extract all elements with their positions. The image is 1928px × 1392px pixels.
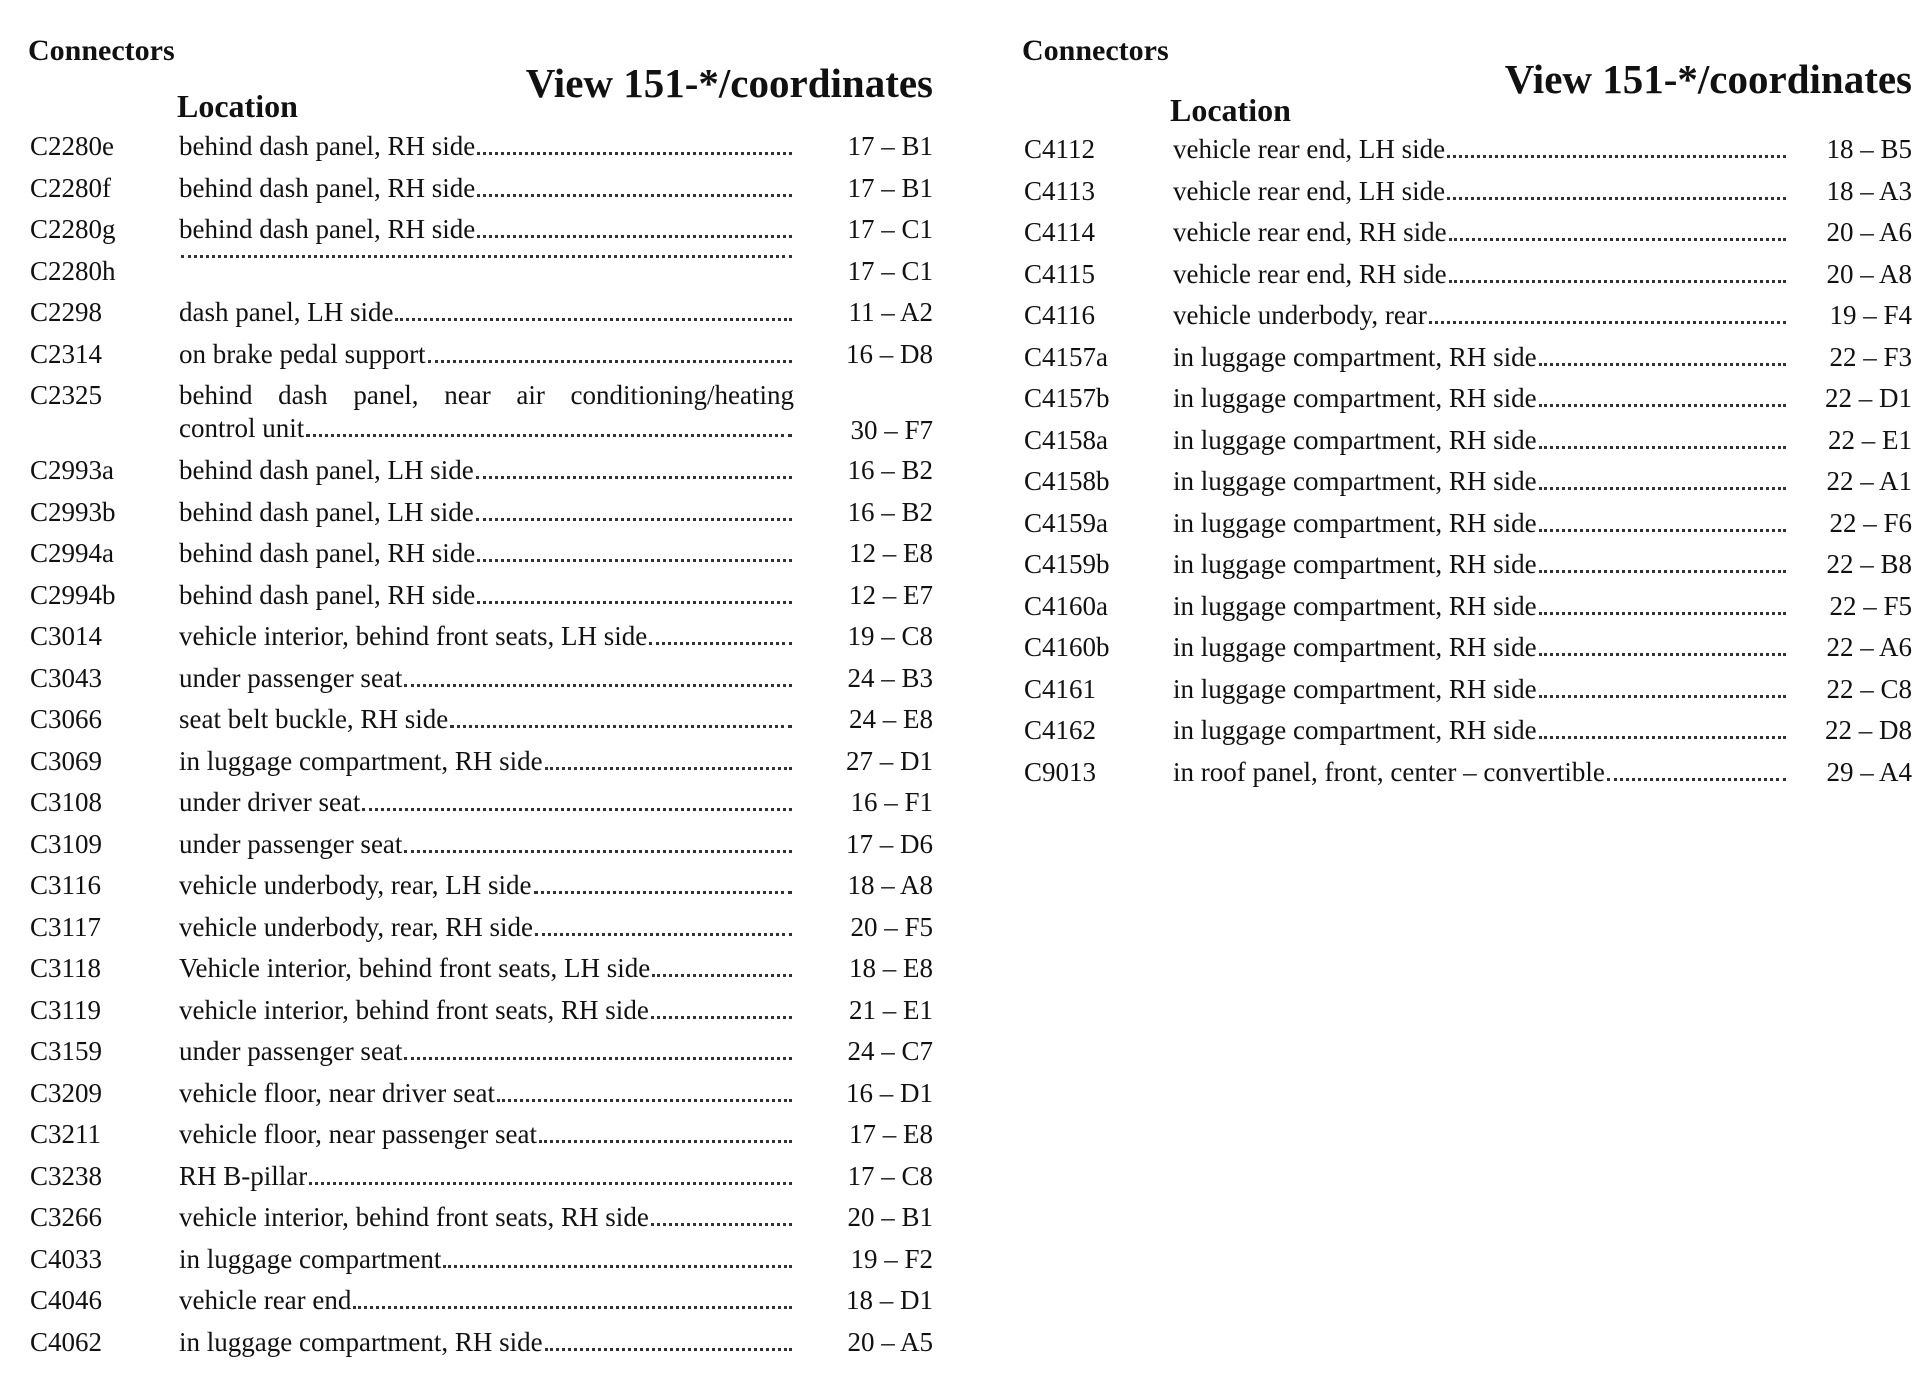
connector-location-line: control unit — [179, 413, 305, 443]
view-coordinates: 19 – F2 — [850, 1243, 933, 1274]
connector-location — [1173, 756, 1788, 789]
dot-leader — [545, 1348, 792, 1351]
connector-location-text: in luggage compartment, RH side — [1173, 383, 1537, 413]
table-row — [28, 1077, 933, 1119]
view-coordinates: 22 – D8 — [1825, 715, 1912, 745]
view-coordinates: 20 – B1 — [847, 1202, 933, 1232]
connector-location — [179, 1284, 794, 1317]
view-coordinates: 17 – B1 — [847, 172, 933, 203]
connector-location-text: vehicle underbody, rear — [1173, 300, 1427, 330]
view-coordinates: 24 – E8 — [849, 704, 933, 734]
connector-code: C4046 — [30, 1285, 103, 1315]
view-coordinates: 29 – A4 — [1826, 756, 1912, 787]
connector-code: C4062 — [30, 1326, 103, 1357]
connector-location-text: vehicle interior, behind front seats, LH side — [179, 621, 648, 651]
connector-location-text: behind dash panel, RH side — [179, 131, 476, 161]
connector-location — [1173, 341, 1788, 374]
view-coordinates: 22 – E1 — [1828, 424, 1912, 455]
connector-location-text: vehicle rear end, RH side — [1173, 217, 1447, 247]
table-row — [1022, 382, 1912, 424]
connector-location-text: vehicle floor, near driver seat — [179, 1077, 496, 1108]
dot-leader — [404, 684, 792, 687]
connector-location — [179, 172, 794, 205]
connector-code: C3119 — [30, 994, 102, 1025]
view-coordinates: 27 – D1 — [846, 745, 933, 776]
connector-code: C4115 — [1024, 258, 1096, 289]
dot-leader — [477, 152, 792, 155]
connector-code: C3116 — [30, 870, 102, 900]
view-coordinates-heading: View 151-*/coordinates — [525, 60, 933, 106]
table-row — [28, 296, 933, 338]
view-coordinates: 18 – A3 — [1826, 175, 1912, 206]
connector-location — [179, 952, 794, 985]
connector-location — [179, 745, 794, 778]
connector-code: C3117 — [30, 911, 102, 942]
connector-code: C2994b — [30, 579, 116, 610]
connector-location — [1173, 424, 1788, 457]
dot-leader — [497, 1099, 792, 1102]
connector-code: C3066 — [30, 704, 103, 734]
table-row — [1022, 216, 1912, 258]
connector-location — [179, 1326, 794, 1359]
table-row — [1022, 548, 1912, 590]
connector-location-text: vehicle interior, behind front seats, RH side — [179, 994, 649, 1025]
dot-leader — [1539, 695, 1786, 698]
connector-location — [179, 869, 794, 902]
dot-leader — [1449, 280, 1786, 283]
view-coordinates: 16 – F1 — [850, 787, 933, 817]
connector-code: C4161 — [1024, 673, 1097, 704]
dot-leader — [1447, 155, 1786, 158]
connector-code: C4159b — [1024, 549, 1110, 579]
connector-location — [179, 213, 794, 246]
connector-location-text: vehicle interior, behind front seats, RH side — [179, 1202, 649, 1232]
view-coordinates: 11 – A2 — [848, 297, 933, 327]
dot-leader — [1539, 529, 1786, 532]
connector-location — [179, 496, 794, 529]
table-row — [28, 172, 933, 214]
connector-code: C4160a — [1024, 590, 1108, 621]
connector-location — [179, 255, 794, 265]
connector-code: C3238 — [30, 1160, 103, 1191]
dot-leader — [1539, 653, 1786, 656]
connector-location — [179, 703, 794, 736]
connectors-title: Connectors — [28, 34, 175, 67]
view-coordinates: 16 – D1 — [846, 1077, 933, 1108]
table-row — [28, 620, 933, 662]
connector-location-text: seat belt buckle, RH side — [179, 704, 449, 734]
connector-location — [1173, 258, 1788, 291]
connector-code: C4160b — [1024, 632, 1110, 662]
table-row — [1022, 714, 1912, 756]
view-coordinates: 20 – F5 — [850, 911, 933, 942]
connector-location-text: behind dash panel, RH side — [179, 579, 476, 610]
table-row — [28, 1201, 933, 1243]
view-coordinates: 16 – B2 — [847, 496, 933, 527]
connector-location-text: vehicle rear end, LH side — [1173, 134, 1446, 164]
table-row — [1022, 631, 1912, 673]
connector-code: C4112 — [1024, 134, 1096, 164]
table-row — [28, 496, 933, 538]
table-row — [28, 703, 933, 745]
table-row — [28, 579, 933, 621]
view-coordinates: 18 – E8 — [849, 953, 933, 983]
connector-location-text: Vehicle interior, behind front seats, LH side — [179, 953, 651, 983]
connector-location-text: under passenger seat — [179, 1036, 403, 1066]
connector-location — [179, 130, 794, 163]
connector-code: C2993a — [30, 455, 114, 485]
dot-leader — [309, 1182, 792, 1185]
connector-code: C4158b — [1024, 466, 1110, 496]
view-coordinates: 17 – D6 — [846, 828, 933, 859]
view-coordinates: 12 – E8 — [849, 538, 933, 568]
dot-leader — [1449, 238, 1786, 241]
connector-location-text: in luggage compartment, RH side — [179, 1326, 543, 1357]
connector-location — [179, 828, 794, 861]
table-row — [1022, 465, 1912, 507]
view-coordinates: 20 – A5 — [847, 1326, 933, 1357]
dot-leader — [545, 767, 792, 770]
table-row — [28, 828, 933, 870]
view-coordinates: 17 – C1 — [847, 214, 933, 244]
location-heading: Location — [1170, 92, 1291, 128]
connector-location — [1173, 382, 1788, 415]
table-row — [1022, 424, 1912, 466]
dot-leader — [649, 642, 792, 645]
connector-code: C9013 — [1024, 756, 1097, 787]
connector-location-text: in luggage compartment, RH side — [1173, 715, 1537, 745]
dot-leader — [404, 850, 792, 853]
table-row — [1022, 175, 1912, 217]
view-coordinates: 21 – E1 — [849, 994, 933, 1025]
dot-leader — [1447, 197, 1786, 200]
table-row — [28, 1243, 933, 1285]
connector-location-text: in luggage compartment, RH side — [1173, 424, 1537, 455]
connector-location — [179, 454, 794, 487]
view-coordinates: 22 – B8 — [1826, 549, 1912, 579]
location-heading: Location — [177, 88, 298, 124]
connector-code: C3014 — [30, 621, 103, 651]
connector-location-text: behind dash panel, LH side — [179, 455, 474, 485]
view-coordinates: 16 – B2 — [847, 455, 933, 485]
dot-leader — [476, 518, 792, 521]
dot-leader — [1539, 736, 1786, 739]
connector-rows — [1022, 133, 1912, 797]
dot-leader — [395, 318, 792, 321]
connector-location — [1173, 507, 1788, 540]
connector-location — [1173, 175, 1788, 208]
dot-leader — [353, 1306, 792, 1309]
connector-location — [1173, 590, 1788, 623]
dot-leader — [1429, 321, 1786, 324]
connector-location-text: under passenger seat — [179, 662, 403, 693]
connector-location — [1173, 216, 1788, 249]
table-row — [28, 130, 933, 172]
view-coordinates: 20 – A6 — [1826, 217, 1912, 247]
table-row — [28, 379, 933, 454]
table-row — [1022, 756, 1912, 798]
connector-code: C2280g — [30, 214, 116, 244]
connector-location-text: in roof panel, front, center – convertible — [1173, 756, 1605, 787]
dot-leader — [1539, 612, 1786, 615]
connector-location-text: vehicle underbody, rear, LH side — [179, 870, 532, 900]
table-row — [28, 537, 933, 579]
table-row — [28, 869, 933, 911]
dot-leader — [1539, 404, 1786, 407]
connector-location — [179, 537, 794, 570]
table-row — [28, 994, 933, 1036]
dot-leader — [443, 1265, 792, 1268]
connector-code: C3159 — [30, 1036, 103, 1066]
connector-location — [179, 1077, 794, 1110]
connector-location — [1173, 714, 1788, 747]
connector-code: C3108 — [30, 787, 103, 817]
connector-location-text: on brake pedal support — [179, 338, 426, 369]
connectors-title: Connectors — [1022, 34, 1169, 67]
connector-location — [179, 379, 794, 445]
table-row — [28, 1326, 933, 1368]
connector-location — [179, 1160, 794, 1193]
table-row — [28, 213, 933, 255]
dot-leader — [1607, 778, 1786, 781]
dot-leader — [476, 476, 792, 479]
connector-code: C2298 — [30, 297, 103, 327]
view-coordinates: 19 – F4 — [1829, 300, 1912, 330]
table-row — [28, 338, 933, 380]
connector-code: C2280e — [30, 131, 114, 161]
view-coordinates: 12 – E7 — [849, 579, 933, 610]
connector-location-text: behind dash panel, RH side — [179, 172, 476, 203]
view-coordinates: 18 – B5 — [1826, 134, 1912, 164]
view-coordinates: 22 – F5 — [1829, 590, 1912, 621]
table-row — [1022, 258, 1912, 300]
table-row — [1022, 341, 1912, 383]
connector-code: C4113 — [1024, 175, 1096, 206]
table-row — [1022, 673, 1912, 715]
connector-location-text: in luggage compartment, RH side — [1173, 673, 1537, 704]
connector-location — [179, 579, 794, 612]
connector-location — [179, 786, 794, 819]
connector-location — [179, 620, 794, 653]
connector-location-text: in luggage compartment, RH side — [1173, 507, 1537, 538]
connector-location-text: RH B-pillar — [179, 1160, 308, 1191]
dot-leader — [1539, 446, 1786, 449]
connector-code: C2314 — [30, 338, 103, 369]
connector-location-text: under passenger seat — [179, 828, 403, 859]
view-coordinates: 22 – A6 — [1826, 632, 1912, 662]
connector-code: C4033 — [30, 1243, 103, 1274]
dot-leader — [450, 725, 792, 728]
table-row — [28, 952, 933, 994]
table-row — [28, 1284, 933, 1326]
table-row — [1022, 133, 1912, 175]
connector-location — [179, 1118, 794, 1151]
connector-location-text: vehicle floor, near passenger seat — [179, 1119, 538, 1149]
connector-code: C2994a — [30, 538, 114, 568]
connector-code: C4158a — [1024, 424, 1108, 455]
connector-location — [179, 338, 794, 371]
dot-leader — [306, 434, 792, 437]
view-coordinates: 18 – A8 — [847, 870, 933, 900]
view-coordinates-heading: View 151-*/coordinates — [1504, 56, 1912, 102]
dot-leader — [534, 891, 792, 894]
table-row — [28, 454, 933, 496]
dot-leader — [535, 933, 792, 936]
connector-location-text: behind dash panel, RH side — [179, 538, 476, 568]
dot-leader — [477, 194, 792, 197]
view-coordinates: 22 – D1 — [1825, 383, 1912, 413]
connector-code: C2325 — [30, 380, 103, 410]
connector-location-text: in luggage compartment, RH side — [1173, 549, 1537, 579]
dot-leader — [477, 559, 792, 562]
dot-leader — [651, 1016, 792, 1019]
dot-leader — [362, 808, 792, 811]
connector-code: C4162 — [1024, 715, 1097, 745]
dot-leader — [652, 974, 792, 977]
connector-location-line: behind dash panel, near air conditioning/heating — [179, 380, 794, 410]
connector-location-text: dash panel, LH side — [179, 297, 394, 327]
connector-code: C4157a — [1024, 341, 1108, 372]
connector-location-text: in luggage compartment, RH side — [1173, 590, 1537, 621]
connector-location — [179, 296, 794, 329]
connector-location — [179, 1035, 794, 1068]
connector-location-text: in luggage compartment — [179, 1243, 442, 1274]
dot-leader — [1539, 570, 1786, 573]
dot-leader — [181, 255, 792, 258]
table-row — [28, 745, 933, 787]
connector-location-text: in luggage compartment, RH side — [1173, 341, 1537, 372]
connector-location — [1173, 548, 1788, 581]
view-coordinates: 20 – A8 — [1826, 258, 1912, 289]
connector-location — [1173, 673, 1788, 706]
view-coordinates: 17 – C1 — [847, 255, 933, 286]
table-row — [28, 1160, 933, 1202]
connector-location-text: behind dash panel, RH side — [179, 214, 476, 244]
connector-code: C4157b — [1024, 383, 1110, 413]
connector-location — [179, 994, 794, 1027]
connector-location-text: vehicle rear end, RH side — [1173, 258, 1447, 289]
connector-location — [179, 662, 794, 695]
connector-code: C2993b — [30, 496, 116, 527]
connector-code: C3209 — [30, 1077, 103, 1108]
connector-location — [1173, 631, 1788, 664]
connector-location — [179, 911, 794, 944]
table-row — [28, 1118, 933, 1160]
connector-location-text: vehicle rear end — [179, 1285, 352, 1315]
connector-code: C3069 — [30, 745, 103, 776]
view-coordinates: 19 – C8 — [847, 621, 933, 651]
connector-location-text: in luggage compartment, RH side — [1173, 466, 1537, 496]
connector-code: C4159a — [1024, 507, 1108, 538]
dot-leader — [539, 1140, 792, 1143]
connector-code: C2280f — [30, 172, 111, 203]
connector-location — [179, 1243, 794, 1276]
dot-leader — [1539, 487, 1786, 490]
view-coordinates: 18 – D1 — [846, 1285, 933, 1315]
connector-code: C3118 — [30, 953, 102, 983]
view-coordinates: 22 – C8 — [1826, 673, 1912, 704]
connector-location-text: behind dash panel, LH side — [179, 496, 474, 527]
view-coordinates: 17 – E8 — [849, 1119, 933, 1149]
dot-leader — [1539, 363, 1786, 366]
connector-location — [1173, 133, 1788, 166]
connector-code: C3266 — [30, 1202, 103, 1232]
dot-leader — [404, 1057, 792, 1060]
view-coordinates: 30 – F7 — [850, 415, 933, 445]
connector-code: C2280h — [30, 255, 116, 286]
view-coordinates: 17 – C8 — [847, 1160, 933, 1191]
table-row — [28, 662, 933, 704]
connector-location — [179, 1201, 794, 1234]
view-coordinates: 22 – F6 — [1829, 507, 1912, 538]
dot-leader — [477, 601, 792, 604]
connector-code: C4114 — [1024, 217, 1096, 247]
table-row — [28, 255, 933, 297]
connector-location-text: vehicle rear end, LH side — [1173, 175, 1446, 206]
view-coordinates: 24 – C7 — [847, 1036, 933, 1066]
connector-location-text: in luggage compartment, RH side — [1173, 632, 1537, 662]
connector-code: C4116 — [1024, 300, 1096, 330]
connector-code: C3109 — [30, 828, 103, 859]
dot-leader — [477, 235, 792, 238]
connector-location-text: under driver seat — [179, 787, 361, 817]
connector-location-text: vehicle underbody, rear, RH side — [179, 911, 534, 942]
connector-location-text: in luggage compartment, RH side — [179, 745, 543, 776]
table-row — [1022, 299, 1912, 341]
dot-leader — [428, 360, 792, 363]
table-row — [1022, 507, 1912, 549]
table-row — [1022, 590, 1912, 632]
table-row — [28, 1035, 933, 1077]
table-row — [28, 786, 933, 828]
connector-rows — [28, 130, 933, 1367]
table-row — [28, 911, 933, 953]
view-coordinates: 17 – B1 — [847, 131, 933, 161]
view-coordinates: 24 – B3 — [847, 662, 933, 693]
dot-leader — [651, 1223, 792, 1226]
connector-location — [1173, 465, 1788, 498]
connector-location — [1173, 299, 1788, 332]
connector-code: C3211 — [30, 1119, 102, 1149]
view-coordinates: 16 – D8 — [846, 338, 933, 369]
view-coordinates: 22 – A1 — [1826, 466, 1912, 496]
view-coordinates: 22 – F3 — [1829, 341, 1912, 372]
connector-code: C3043 — [30, 662, 103, 693]
